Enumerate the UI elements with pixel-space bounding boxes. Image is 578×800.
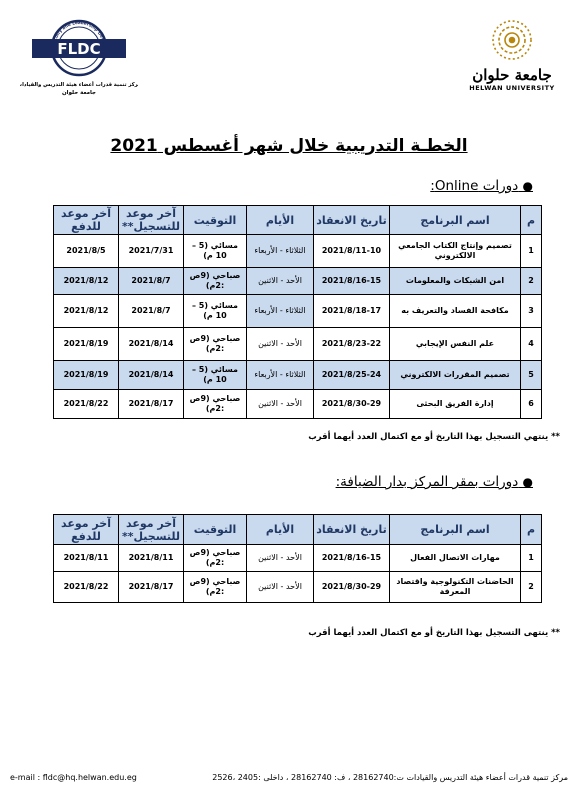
bullet-icon: ● bbox=[522, 179, 533, 193]
row-number: 1 bbox=[521, 235, 542, 268]
session-days: الأحد - الاثنين bbox=[247, 572, 314, 603]
session-time: صباحي (9ص :2م) bbox=[184, 545, 247, 572]
row-number: 6 bbox=[521, 390, 542, 419]
column-header-registration-deadline: آخر موعد للتسجيل** bbox=[119, 206, 184, 235]
table-row bbox=[54, 235, 542, 268]
session-days: الثلاثاء - الأربعاء bbox=[247, 295, 314, 328]
session-time: صباحي (9ص :2م) bbox=[184, 390, 247, 419]
online-section-title: دورات Online: bbox=[430, 178, 519, 194]
guest-house-courses-table bbox=[53, 514, 542, 603]
session-days: الثلاثاء - الأربعاء bbox=[247, 361, 314, 390]
session-days: الأحد - الاثنين bbox=[247, 268, 314, 295]
fldc-logo bbox=[20, 18, 138, 104]
table-row bbox=[54, 268, 542, 295]
program-name: تصميم وإنتاج الكتاب الجامعي الالكتروني bbox=[390, 235, 521, 268]
column-header-num: م bbox=[521, 206, 542, 235]
column-header-program: اسم البرنامج bbox=[390, 515, 521, 545]
bullet-icon: ● bbox=[522, 475, 533, 489]
program-name: امن الشبكات والمعلومات bbox=[390, 268, 521, 295]
session-date: 2021/8/30-29 bbox=[314, 390, 390, 419]
session-date: 2021/8/11-10 bbox=[314, 235, 390, 268]
table-row bbox=[54, 328, 542, 361]
session-date: 2021/8/16-15 bbox=[314, 545, 390, 572]
helwan-university-logo bbox=[462, 18, 562, 102]
column-header-num: م bbox=[521, 515, 542, 545]
table-row bbox=[54, 390, 542, 419]
column-header-days: الأيام bbox=[247, 515, 314, 545]
column-header-registration-deadline: آخر موعد للتسجيل** bbox=[119, 515, 184, 545]
session-date: 2021/8/18-17 bbox=[314, 295, 390, 328]
guest-section-heading bbox=[336, 474, 533, 490]
program-name: مكافحة الفساد والتعريف به bbox=[390, 295, 521, 328]
registration-deadline: 2021/8/14 bbox=[119, 328, 184, 361]
registration-deadline: 2021/8/11 bbox=[119, 545, 184, 572]
session-time: مسائي (5 – 10 م) bbox=[184, 361, 247, 390]
column-header-date: تاريخ الانعقاد bbox=[314, 515, 390, 545]
session-date: 2021/8/30-29 bbox=[314, 572, 390, 603]
session-time: مسائي (5 – 10 م) bbox=[184, 235, 247, 268]
online-courses-table bbox=[53, 205, 542, 419]
payment-deadline: 2021/8/11 bbox=[54, 545, 119, 572]
payment-deadline: 2021/8/22 bbox=[54, 572, 119, 603]
column-header-days: الأيام bbox=[247, 206, 314, 235]
registration-deadline: 2021/7/31 bbox=[119, 235, 184, 268]
page-title: الخطـة التدريبية خلال شهر أغسطس 2021 bbox=[110, 136, 468, 156]
fldc-logo-text: FLDC bbox=[57, 40, 101, 58]
payment-deadline: 2021/8/12 bbox=[54, 268, 119, 295]
table-row bbox=[54, 572, 542, 603]
footer-address: مركز تنمية قدرات أعضاء هيئة التدريس والقيادات ت:28162740 ، ف: 28162740 ، داخلى :2405 ،2526 bbox=[212, 773, 568, 782]
column-header-payment-deadline: آخر موعد للدفع bbox=[54, 206, 119, 235]
table-row bbox=[54, 361, 542, 390]
table-header-row bbox=[54, 206, 542, 235]
column-header-time: التوقيت bbox=[184, 515, 247, 545]
row-number: 2 bbox=[521, 572, 542, 603]
session-date: 2021/8/25-24 bbox=[314, 361, 390, 390]
column-header-time: التوقيت bbox=[184, 206, 247, 235]
program-name: الحاضنات التكنولوجية واقتصاد المعرفة bbox=[390, 572, 521, 603]
payment-deadline: 2021/8/22 bbox=[54, 390, 119, 419]
session-time: صباحي (9ص :2م) bbox=[184, 572, 247, 603]
guest-registration-note: ** ينتهى التسجيل بهذا التاريخ أو مع اكتمال العدد أيهما أقرب bbox=[308, 628, 560, 638]
session-date: 2021/8/16-15 bbox=[314, 268, 390, 295]
column-header-date: تاريخ الانعقاد bbox=[314, 206, 390, 235]
registration-deadline: 2021/8/14 bbox=[119, 361, 184, 390]
column-header-payment-deadline: آخر موعد للدفع bbox=[54, 515, 119, 545]
row-number: 5 bbox=[521, 361, 542, 390]
online-registration-note: ** ينتهي التسجيل بهذا التاريخ أو مع اكتمال العدد أيهما أقرب bbox=[308, 432, 560, 442]
online-section-heading bbox=[430, 178, 533, 194]
fldc-ring-text: Faculty and Leadership Develo bbox=[51, 19, 108, 48]
payment-deadline: 2021/8/19 bbox=[54, 328, 119, 361]
program-name: إدارة الفريق البحثى bbox=[390, 390, 521, 419]
registration-deadline: 2021/8/7 bbox=[119, 268, 184, 295]
program-name: مهارات الاتصال الفعال bbox=[390, 545, 521, 572]
fldc-arabic-line2: جامعة حلوان bbox=[61, 90, 97, 96]
footer-email: e-mail : fldc@hq.helwan.edu.eg bbox=[10, 773, 137, 782]
registration-deadline: 2021/8/7 bbox=[119, 295, 184, 328]
registration-deadline: 2021/8/17 bbox=[119, 390, 184, 419]
program-name: تصميم المقررات الالكتروني bbox=[390, 361, 521, 390]
fldc-arabic-line1: مركز تنمية قدرات أعضاء هيئة التدريس والقيادات bbox=[20, 82, 138, 88]
payment-deadline: 2021/8/12 bbox=[54, 295, 119, 328]
helwan-arabic-name: جامعة حلوان bbox=[472, 66, 552, 84]
session-days: الأحد - الاثنين bbox=[247, 328, 314, 361]
row-number: 1 bbox=[521, 545, 542, 572]
session-days: الثلاثاء - الأربعاء bbox=[247, 235, 314, 268]
program-name: علم النفس الإيجابي bbox=[390, 328, 521, 361]
session-time: مسائي (5 – 10 م) bbox=[184, 295, 247, 328]
session-days: الأحد - الاثنين bbox=[247, 390, 314, 419]
table-row bbox=[54, 545, 542, 572]
session-date: 2021/8/23-22 bbox=[314, 328, 390, 361]
session-days: الأحد - الاثنين bbox=[247, 545, 314, 572]
fldc-emblem-icon bbox=[20, 18, 138, 104]
row-number: 2 bbox=[521, 268, 542, 295]
session-time: صباحي (9ص :2م) bbox=[184, 328, 247, 361]
session-time: صباحي (9ص :2م) bbox=[184, 268, 247, 295]
helwan-english-name: HELWAN UNIVERSITY bbox=[469, 84, 555, 92]
payment-deadline: 2021/8/5 bbox=[54, 235, 119, 268]
table-header-row bbox=[54, 515, 542, 545]
row-number: 4 bbox=[521, 328, 542, 361]
registration-deadline: 2021/8/17 bbox=[119, 572, 184, 603]
column-header-program: اسم البرنامج bbox=[390, 206, 521, 235]
row-number: 3 bbox=[521, 295, 542, 328]
payment-deadline: 2021/8/19 bbox=[54, 361, 119, 390]
table-row bbox=[54, 295, 542, 328]
guest-section-title: دورات بمقر المركز بدار الضيافة: bbox=[335, 474, 519, 490]
footer bbox=[10, 773, 568, 787]
helwan-emblem-icon bbox=[462, 18, 562, 62]
